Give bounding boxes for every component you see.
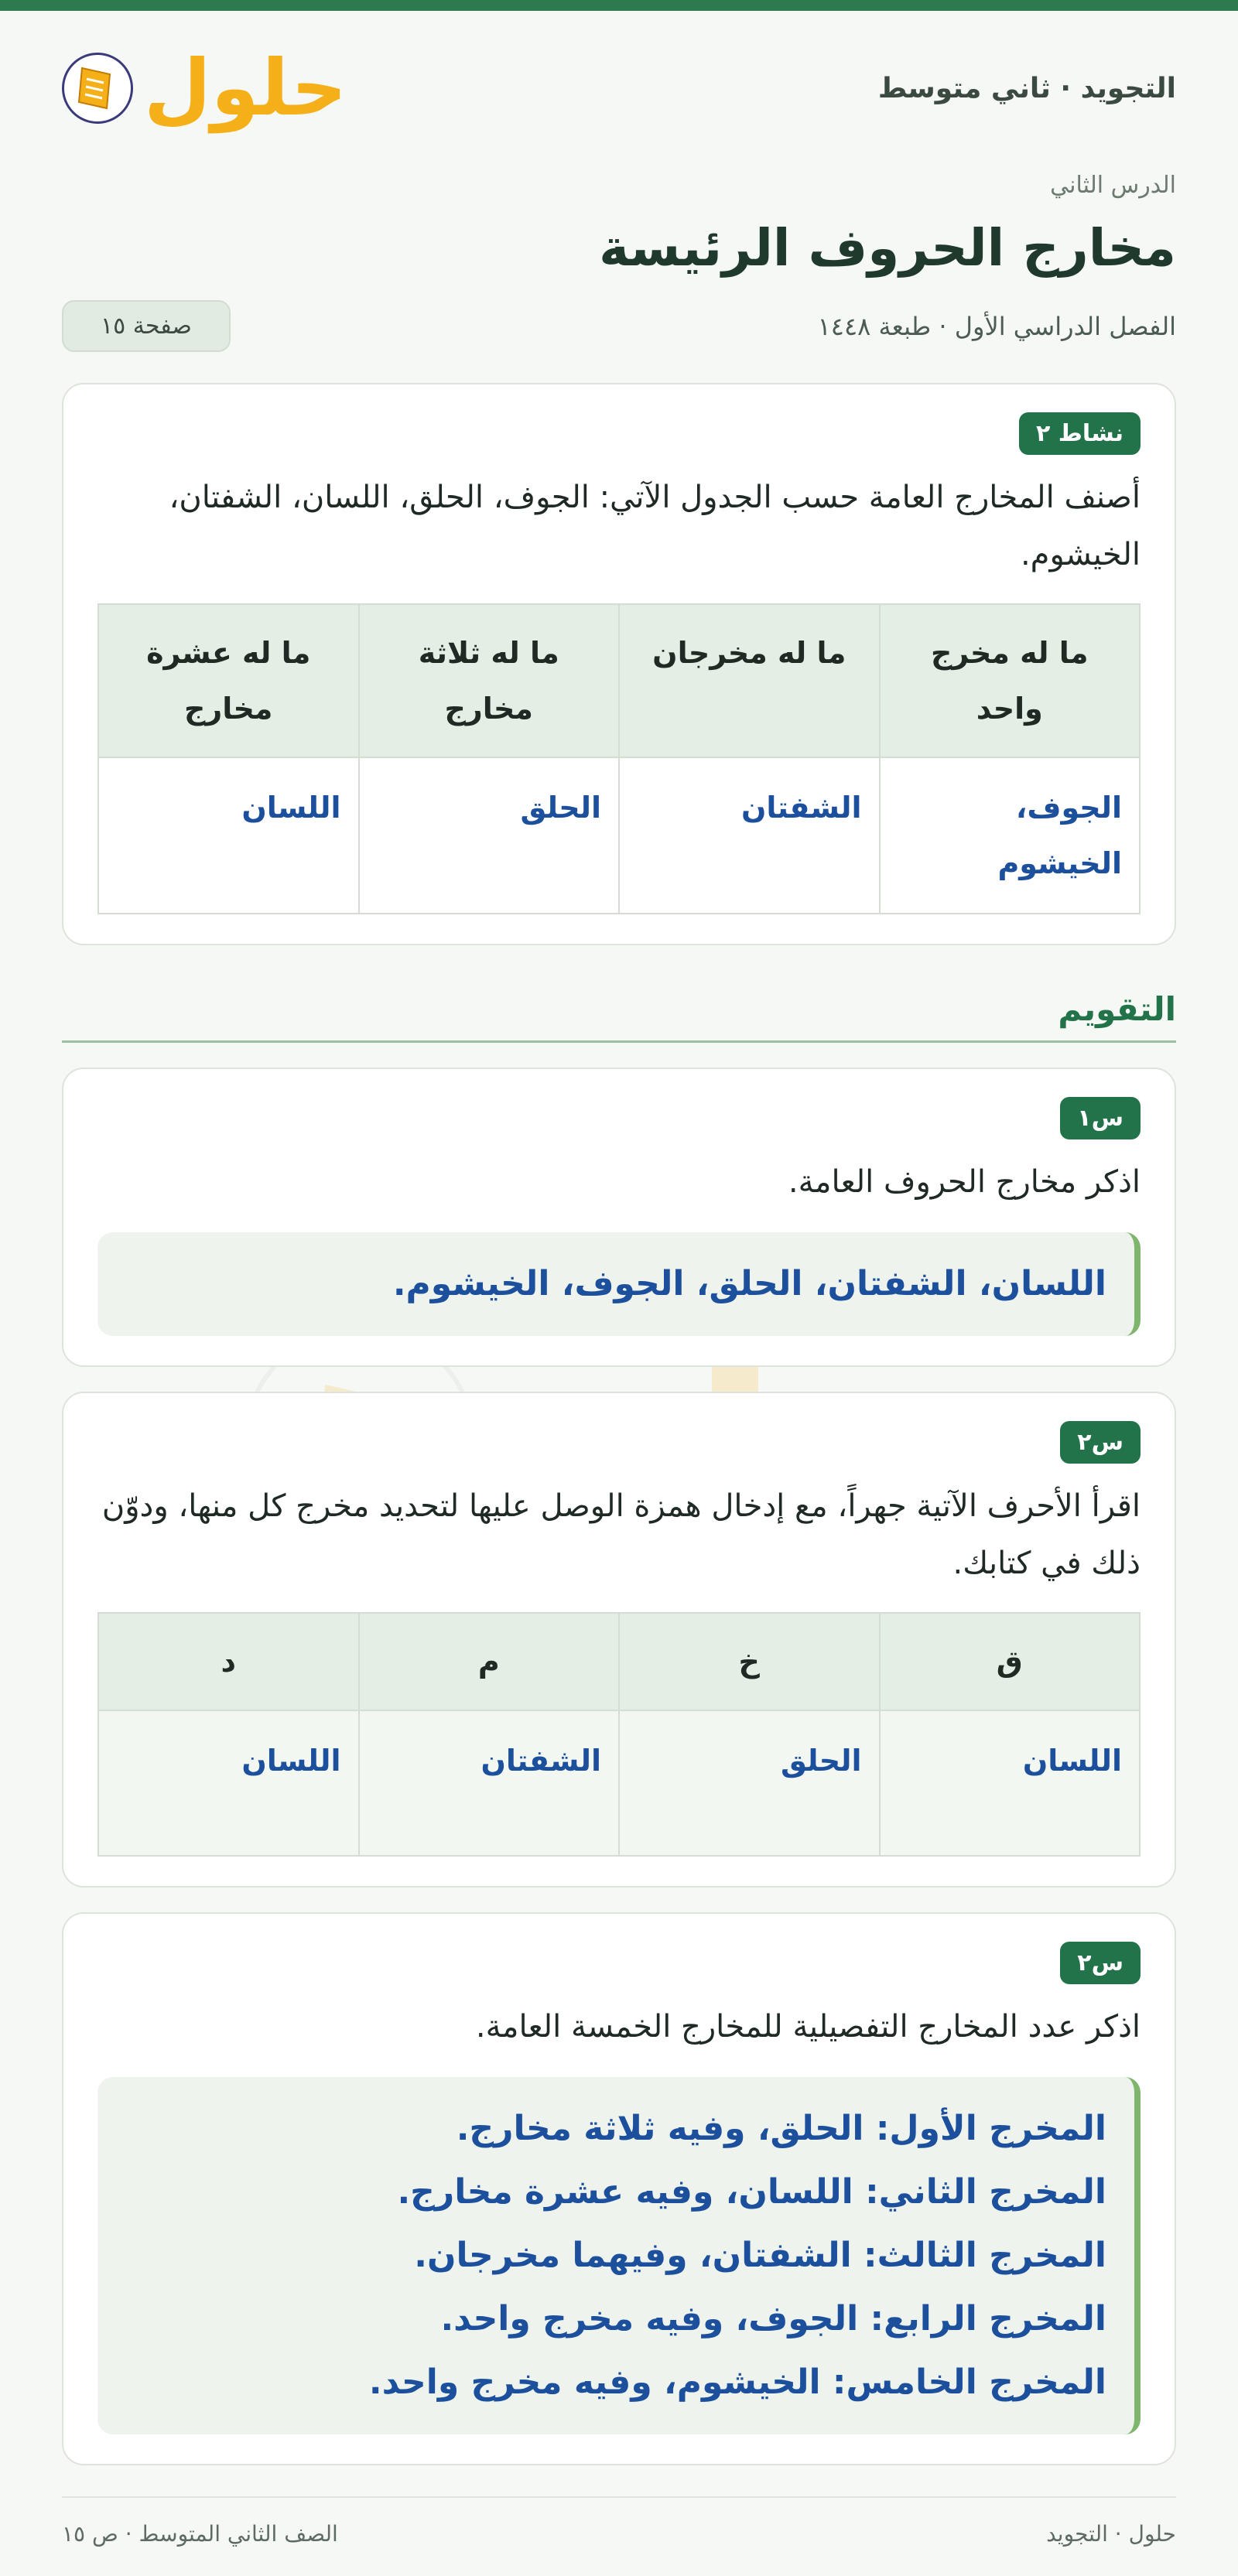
term-info: الفصل الدراسي الأول · طبعة ١٤٤٨ bbox=[817, 311, 1176, 341]
answer-line: المخرج الأول: الحلق، وفيه ثلاثة مخارج. bbox=[456, 2109, 1106, 2149]
table-cell: الشفتان bbox=[359, 1710, 620, 1856]
question-text: اقرأ الأحرف الآتية جهراً، مع إدخال همزة الوصل عليها لتحديد مخرج كل منها، ودوّن ذلك في كتابك. bbox=[101, 1488, 1141, 1582]
answer-line: المخرج الرابع: الجوف، وفيه مخرج واحد. bbox=[440, 2299, 1106, 2339]
lesson-meta bbox=[62, 300, 1176, 352]
page-content bbox=[0, 11, 1238, 2547]
question-card-1 bbox=[62, 1068, 1176, 1367]
top-accent-bar bbox=[0, 0, 1238, 11]
classification-table bbox=[97, 603, 1141, 914]
lesson-title: مخارج الحروف الرئيسة bbox=[599, 218, 1176, 278]
question-badge: س١ bbox=[1060, 1097, 1141, 1139]
table-header-cell: خ bbox=[619, 1613, 880, 1710]
table-header-row bbox=[98, 1613, 1140, 1710]
answer-box bbox=[97, 1232, 1141, 1336]
table-cell: الحلق bbox=[619, 1710, 880, 1856]
activity-badge: نشاط ٢ bbox=[1019, 412, 1141, 455]
footer-site-subject: حلول · التجويد bbox=[1046, 2521, 1176, 2547]
table-header-cell: د bbox=[98, 1613, 359, 1710]
answer-line: المخرج الثاني: اللسان، وفيه عشرة مخارج. bbox=[397, 2172, 1106, 2212]
table-cell: الحلق bbox=[359, 757, 620, 914]
page-header bbox=[62, 11, 1176, 166]
activity-card bbox=[62, 383, 1176, 945]
letters-table bbox=[97, 1612, 1141, 1857]
answer-line: المخرج الثالث: الشفتان، وفيهما مخرجان. bbox=[414, 2236, 1106, 2276]
table-header-cell: ما له ثلاثة مخارج bbox=[359, 604, 620, 757]
question-badge: س٢ bbox=[1060, 1421, 1141, 1464]
question-text: اذكر عدد المخارج التفصيلية للمخارج الخمسة العامة. bbox=[475, 2009, 1141, 2045]
table-header-cell: م bbox=[359, 1613, 620, 1710]
site-logo[interactable] bbox=[62, 43, 347, 133]
page-badge: صفحة ١٥ bbox=[62, 300, 231, 352]
evaluation-section-title: التقويم bbox=[62, 990, 1176, 1043]
table-header-cell: ما له مخرجان bbox=[619, 604, 880, 757]
subject-title: التجويد · ثاني متوسط bbox=[877, 72, 1176, 104]
table-cell: الشفتان bbox=[619, 757, 880, 914]
book-icon bbox=[62, 53, 133, 124]
lesson-label: الدرس الثاني bbox=[1050, 172, 1176, 199]
question-card-2 bbox=[62, 1392, 1176, 1888]
table-row bbox=[98, 1710, 1140, 1856]
logo-wordmark: حلول bbox=[144, 43, 347, 133]
question-text: اذكر مخارج الحروف العامة. bbox=[788, 1164, 1141, 1201]
question-card-3 bbox=[62, 1912, 1176, 2465]
footer-grade-page: الصف الثاني المتوسط · ص ١٥ bbox=[62, 2521, 338, 2547]
table-cell: اللسان bbox=[98, 757, 359, 914]
table-header-cell: ما له مخرج واحد bbox=[880, 604, 1141, 757]
table-cell: الجوف، الخيشوم bbox=[880, 757, 1141, 914]
table-cell: اللسان bbox=[98, 1710, 359, 1856]
table-cell: اللسان bbox=[880, 1710, 1141, 1856]
table-header-row bbox=[98, 604, 1140, 757]
table-header-cell: ما له عشرة مخارج bbox=[98, 604, 359, 757]
table-row bbox=[98, 757, 1140, 914]
question-badge: س٢ bbox=[1060, 1942, 1141, 1984]
answer-line: المخرج الخامس: الخيشوم، وفيه مخرج واحد. bbox=[368, 2362, 1106, 2403]
page-footer bbox=[62, 2496, 1176, 2547]
answer-text: اللسان، الشفتان، الحلق، الجوف، الخيشوم. bbox=[392, 1264, 1106, 1304]
answer-box bbox=[97, 2077, 1141, 2434]
activity-text: أصنف المخارج العامة حسب الجدول الآتي: الجوف، الحلق، اللسان، الشفتان، الخيشوم. bbox=[169, 480, 1141, 573]
table-header-cell: ق bbox=[880, 1613, 1141, 1710]
